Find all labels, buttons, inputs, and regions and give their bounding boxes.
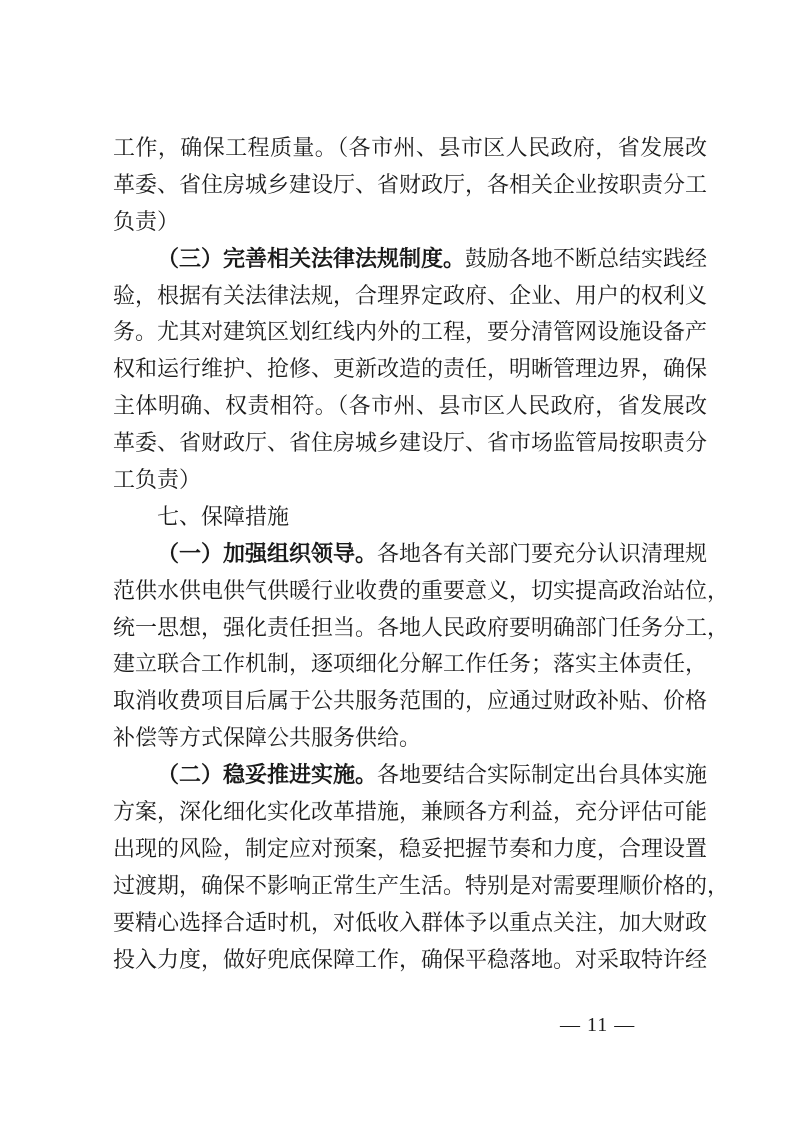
line-text: 鼓励各地不断总结实践经: [465, 246, 708, 272]
line-text: 出现的风险，制定应对预案，稳妥把握节奏和力度，合理设置: [113, 836, 708, 862]
line-text: 工作，确保工程质量。（各市州、县市区人民政府，省发展改: [113, 136, 707, 161]
text-line: [113, 832, 707, 869]
chapter-7-heading: [113, 500, 707, 537]
line-text: 建立联合工作机制，逐项细化分解工作任务；落实主体责任，: [113, 652, 708, 678]
heading-text: 七、保障措施: [157, 504, 290, 530]
line-text: 补偿等方式保障公共服务供给。: [113, 726, 422, 752]
line-text: 革委、省住房城乡建设厅、省财政厅，各相关企业按职责分工: [113, 172, 708, 198]
text-line: [113, 205, 707, 242]
text-line: [113, 684, 707, 721]
text-line: [113, 131, 707, 168]
text-line: [113, 279, 707, 316]
line-text: 权和运行维护、抢修、更新改造的责任，明晰管理边界，确保: [113, 357, 708, 383]
line-text: 要精心选择合适时机，对低收入群体予以重点关注，加大财政: [113, 910, 708, 936]
subsection-1-heading: （一）加强组织领导。: [157, 541, 378, 567]
line-text: 负责）: [113, 209, 180, 235]
text-line: [113, 463, 707, 500]
line-text: 各地要结合实际制定出台具体实施: [377, 763, 708, 789]
page-number: — 11 —: [560, 1014, 636, 1036]
text-line: [113, 168, 707, 205]
text-line: [113, 647, 707, 684]
line-text: 工负责）: [113, 468, 202, 494]
text-line: [113, 426, 707, 463]
section-3-first-line: [113, 242, 707, 279]
line-text: 各地各有关部门要充分认识清理规: [377, 541, 708, 567]
line-text: 革委、省财政厅、省住房城乡建设厅、省市场监管局按职责分: [113, 431, 708, 457]
text-line: [113, 574, 730, 611]
line-text: 验，根据有关法律法规，合理界定政府、企业、用户的权利义: [113, 283, 708, 309]
text-line: [113, 795, 707, 832]
line-text: 取消收费项目后属于公共服务范围的，应通过财政补贴、价格: [113, 689, 708, 715]
line-text: 统一思想，强化责任担当。各地人民政府要明确部门任务分工，: [113, 615, 730, 641]
text-line: [113, 389, 707, 426]
subsection-1-first-line: [113, 537, 707, 574]
text-line: [113, 611, 730, 648]
line-text: 主体明确、权责相符。（各市州、县市区人民政府，省发展改: [113, 394, 707, 420]
text-line: [113, 352, 707, 389]
text-line: [113, 869, 730, 906]
line-text: 范供水供电供气供暖行业收费的重要意义，切实提高政治站位，: [113, 578, 730, 604]
text-line: [113, 906, 707, 943]
subsection-2-first-line: [113, 758, 707, 795]
line-text: 投入力度，做好兜底保障工作，确保平稳落地。对采取特许经: [113, 947, 708, 973]
text-line: [113, 315, 707, 352]
line-text: 务。尤其对建筑区划红线内外的工程，要分清管网设施设备产: [113, 320, 708, 346]
line-text: 方案，深化细化实化改革措施，兼顾各方利益，充分评估可能: [113, 800, 708, 826]
text-line: [113, 943, 707, 980]
document-body: [113, 131, 730, 979]
line-text: 过渡期，确保不影响正常生产生活。特别是对需要理顺价格的，: [113, 873, 730, 899]
section-3-heading: （三）完善相关法律法规制度。: [157, 246, 466, 272]
subsection-2-heading: （二）稳妥推进实施。: [157, 763, 378, 789]
text-line: [113, 721, 707, 758]
